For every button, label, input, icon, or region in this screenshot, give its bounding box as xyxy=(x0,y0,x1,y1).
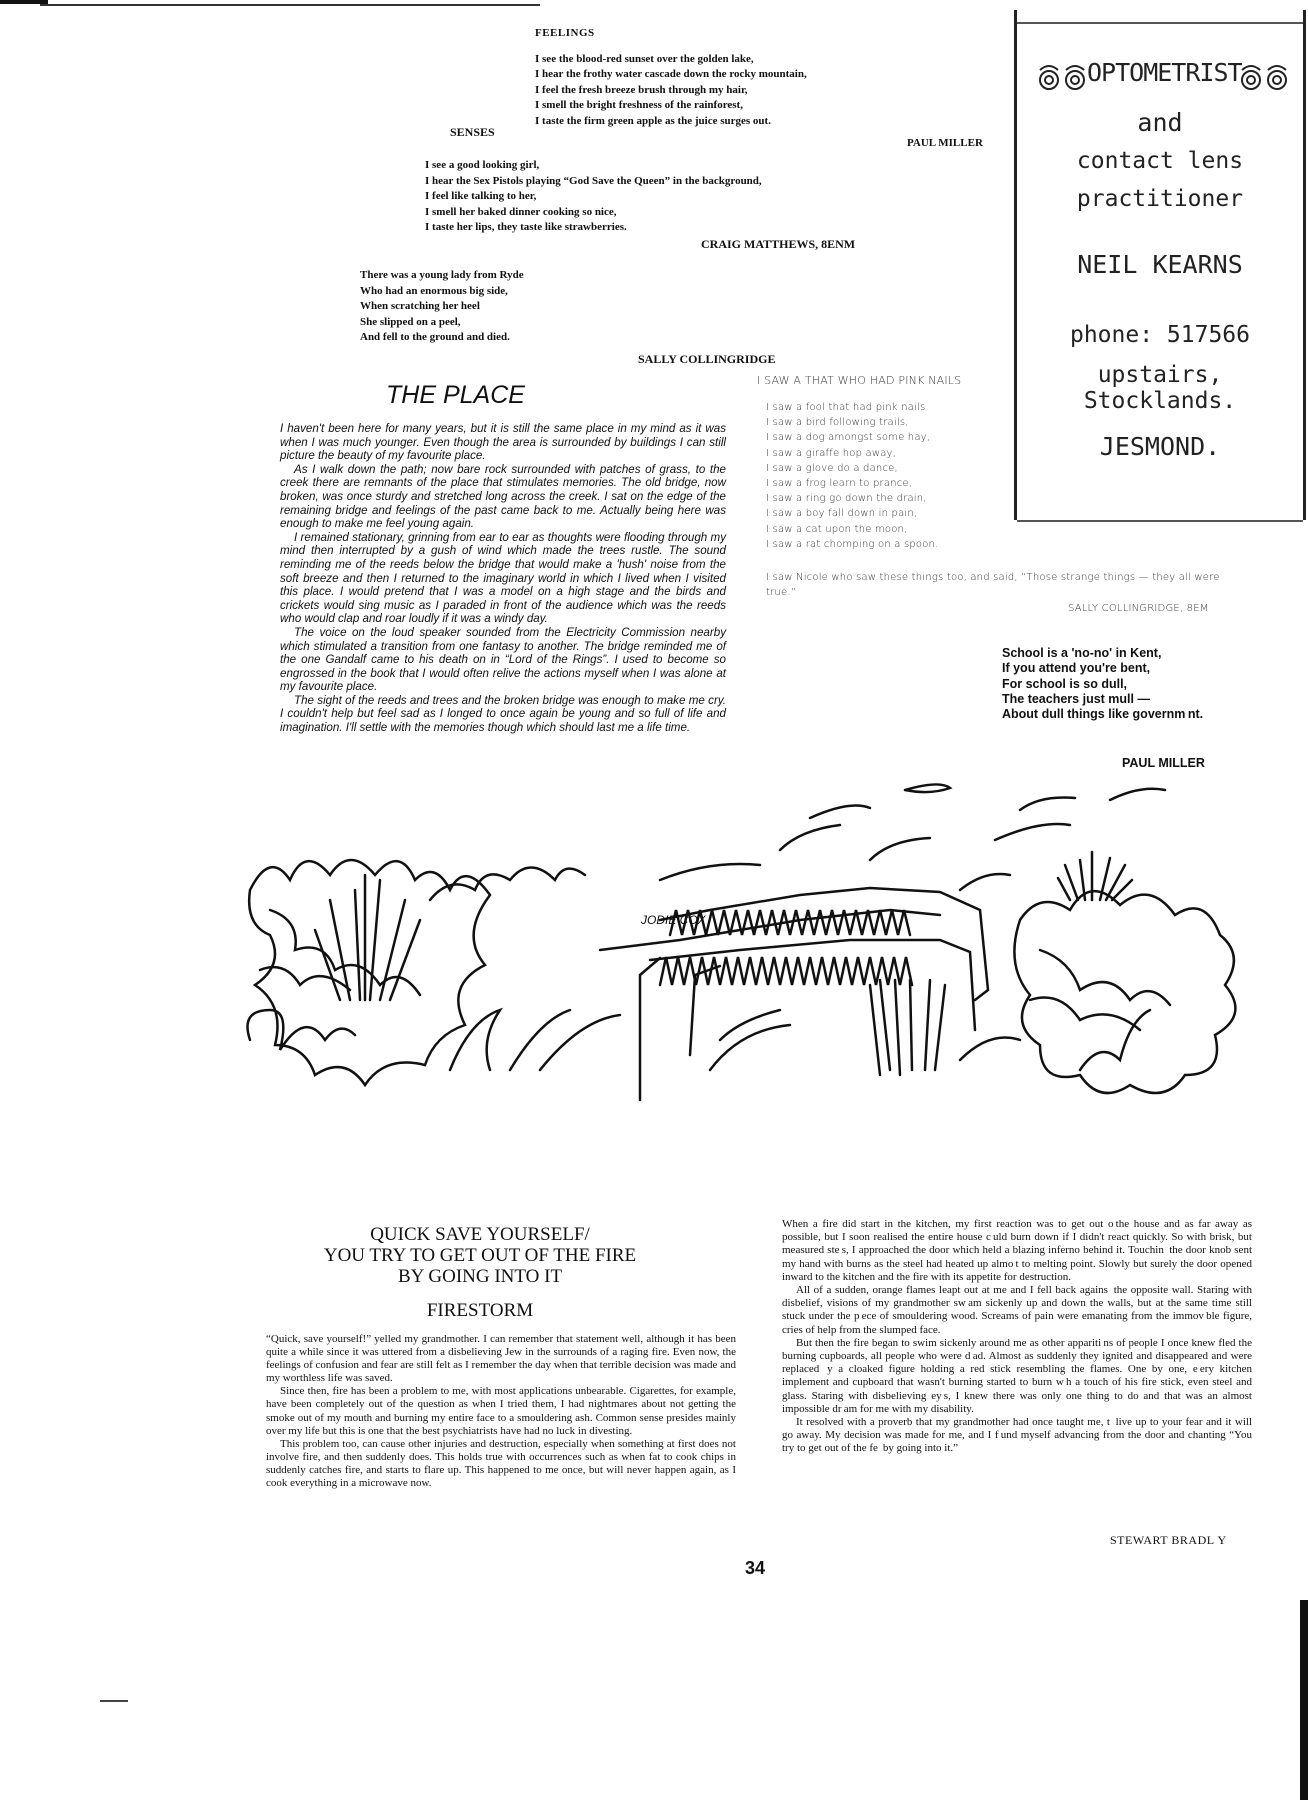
pink-nails-author: SALLY COLLINGRIDGE, 8EM xyxy=(1068,603,1209,614)
firestorm-title: FIRESTORM xyxy=(426,1300,534,1321)
pink-nails-line: I saw a boy fall down in pain, xyxy=(766,508,918,520)
limerick-line: There was a young lady from Ryde xyxy=(360,269,524,281)
the-place-title: THE PLACE xyxy=(386,381,525,409)
firestorm-headline-line: YOU TRY TO GET OUT OF THE FIRE xyxy=(323,1245,637,1266)
firestorm-headline-line: QUICK SAVE YOURSELF/ xyxy=(370,1224,590,1245)
feelings-line: I feel the fresh breeze brush through my hair, xyxy=(535,83,748,96)
pink-nails-line: I saw a fool that had pink nails xyxy=(766,402,926,413)
senses-line: I taste her lips, they taste like strawberries. xyxy=(425,221,627,233)
ad-contact-lens: contact lens xyxy=(1076,148,1244,174)
school-poem xyxy=(1002,646,1203,722)
eye-ornament-right-icon xyxy=(1239,62,1291,92)
firestorm-left-column xyxy=(266,1333,736,1490)
top-rule-dash xyxy=(0,0,48,4)
senses-author: CRAIG MATTHEWS, 8ENM xyxy=(701,237,856,251)
firestorm-headline xyxy=(280,1224,680,1287)
top-rule xyxy=(40,4,540,6)
feelings-line: I see the blood-red sunset over the golden lake, xyxy=(535,52,754,65)
pink-nails-line: I saw a rat chomping on a spoon. xyxy=(766,538,939,550)
senses-line: I hear the Sex Pistols playing “God Save the Queen” in the background, xyxy=(425,174,762,187)
eye-ornament-left-icon xyxy=(1037,62,1089,92)
the-place-paragraph: The sight of the reeds and trees and the broken bridge was enough to make me cry. I couldn't help but feel sad as I longed to once again be young and so full of life and imagination. I'll settle with the memories though which should last me a life time. xyxy=(280,693,726,735)
the-place-paragraph: As I walk down the path; now bare rock surrounded with patches of grass, to the creek there are remnants of the place that stimulates memories. The old bridge, now broken, was once sturdy and stretched long across the creek. I sat on the edge of the remaining bridge and feelings of the past came back to me. Actually being here was enough to make me feel young again. xyxy=(280,462,726,531)
pink-nails-line: I saw a dog amongst some hay, xyxy=(766,432,931,444)
firestorm-paragraph: “Quick, save yourself!” yelled my grandmother. I can remember that statement well, although it has been quite a while since it was uttered from a disbelieving Jew in the surrounds of a raging fire. Even now, the feelings of confusion and fear are still felt as I remember the day when that terrible decision was made and my worthless life was saved. xyxy=(266,1333,736,1385)
limerick-line: She slipped on a peel, xyxy=(360,315,461,328)
senses-line: I see a good looking girl, xyxy=(425,159,540,171)
pink-nails-line: I saw a frog learn to prance, xyxy=(766,478,913,490)
feelings-title: FEELINGS xyxy=(535,27,595,39)
firestorm-paragraph: All of a sudden, orange flames leapt out at me and I fell back agains the opposite wall. Staring with disbelief, visions of my grandmother sw am sickenly up and down the walls, but at the same time still stuck under the p ece of smouldering wood. Screams of pain were emanating from the immov ble figure, cries of help from the slumped face. xyxy=(782,1284,1252,1336)
ad-and: and xyxy=(1137,108,1183,137)
firestorm-author: STEWART BRADL Y xyxy=(1110,1533,1227,1547)
senses-title: SENSES xyxy=(450,125,495,139)
ad-address: upstairs, Stocklands. xyxy=(1083,362,1237,414)
ad-heading: OPTOMETRIST xyxy=(1087,58,1242,87)
school-line: About dull things like governm nt. xyxy=(1002,707,1204,722)
margin-mark xyxy=(100,1700,128,1702)
the-place-paragraph: I remained stationary, grinning from ear to ear as thoughts were flooding through my mind then interrupted by a gush of wind which made the trees rustle. The sound reminding me of the reeds below the bridge that would make a 'hush' noise from the soft breeze and then I returned to the imaginary world in which I lived when I visited this place. I would pretend that I was a model on a high stage and the birds and crickets would sing music as I paraded in front of the audience which was the reeds who would clap and roar loudly if it was a windy day. xyxy=(280,530,726,626)
firestorm-paragraph: But then the fire began to swim sickenly around me as other appariti ns of people I once knew fled the burning cupboards, all people who were d ad. Almost as suddenly they ignited and disappeared and were replaced y a cloaked figure holding a red stick resembling the flames. One by one, e ery kitchen implement and cupboard that wasn't burning started to burn w h a touch of his fire stick, even steel and glass. Staring with disbelieving ey s, I knew there was only one thing to do and that was an almost impossible dr am for me with my disability. xyxy=(782,1336,1252,1415)
pink-nails-line: I saw a bird following trails, xyxy=(766,417,909,429)
firestorm-paragraph: When a fire did start in the kitchen, my first reaction was to get out o the house and as far away as possible, but I soon realised the entire house c uld burn down if I didn't react quickly. So with brisk, but measured ste s, I approached the door which held a blazing inferno behind it. Touchin the door knob sent my hand with burns as the steel had heated up almo t to melting point. Slowly but surely the door opened inward to the kitchen and the fire with its appetite for destruction. xyxy=(782,1218,1252,1283)
firestorm-paragraph: It resolved with a proverb that my grandmother had once taught me, t live up to your fear and it will go away. My decision was made for me, and I f und myself advancing from the door and chanting “You try to get out of the fe by going into it.” xyxy=(782,1416,1252,1455)
ad-corner-top xyxy=(1017,22,1303,24)
the-place-paragraph: I haven't been here for many years, but it is still the same place in my mind as it was when I was much younger. Even though the area is surrounded by buildings I can still picture the beauty of my favourite place. xyxy=(280,422,726,463)
ad-corner-bottom xyxy=(1017,520,1303,522)
pink-nails-poem xyxy=(766,400,938,552)
school-line: For school is so dull, xyxy=(1002,676,1128,691)
feelings-line: I hear the frothy water cascade down the rocky mountain, xyxy=(535,68,807,80)
the-place-body xyxy=(280,422,726,735)
school-line: School is a 'no-no' in Kent, xyxy=(1002,646,1162,660)
senses-line: I feel like talking to her, xyxy=(425,190,537,202)
firestorm-headline-line: BY GOING INTO IT xyxy=(397,1266,563,1287)
ad-practitioner: practitioner xyxy=(1076,186,1244,212)
bridge-drawing xyxy=(240,770,1260,1220)
pink-nails-line: I saw a giraffe hop away, xyxy=(766,447,897,459)
feelings-poem xyxy=(535,26,807,129)
limerick-line: When scratching her heel xyxy=(360,300,480,312)
pink-nails-title: I SAW A THAT WHO HAD PINK NAILS xyxy=(757,374,962,387)
optometrist-ad xyxy=(1014,10,1306,520)
pink-nails-line: I saw a glove do a dance, xyxy=(766,462,898,474)
the-place-paragraph: The voice on the loud speaker sounded from the Electricity Commission nearby which stimulated a transition from one fantasy to another. The bridge reminded me of the one Gandalf came to his death on in “Lord of the Rings”. I used to become so engrossed in the book that I would often relive the actions myself when I was alone at my favourite place. xyxy=(280,625,726,694)
limerick-line: Who had an enormous big side, xyxy=(360,284,508,297)
the-place-author: JODIE COX xyxy=(641,913,706,927)
ad-suburb: JESMOND. xyxy=(1099,432,1221,461)
page-number: 34 xyxy=(745,1558,766,1578)
firestorm-paragraph: Since then, fire has been a problem to me, with most applications unbearable. Cigarettes, for example, have been completely out of the question as when I tried them, I had nightmares about not getting the smoke out of my mouth and burning my entire face to a smouldering ash. Common sense presides mainly over my life but this is one that the best psychiatrists have had no luck in divesting. xyxy=(266,1385,736,1437)
right-edge-bar xyxy=(1300,1600,1308,1800)
ad-name: NEIL KEARNS xyxy=(1077,250,1243,279)
ad-phone: phone: 517566 xyxy=(1069,322,1250,348)
school-line: If you attend you're bent, xyxy=(1002,661,1151,676)
pink-nails-line: I saw a ring go down the drain, xyxy=(766,493,927,505)
pink-nails-line: I saw a cat upon the moon, xyxy=(766,523,908,535)
school-line: The teachers just mull — xyxy=(1002,691,1150,706)
school-author: PAUL MILLER xyxy=(1122,756,1205,770)
senses-poem xyxy=(425,158,762,236)
senses-line: I smell her baked dinner cooking so nice, xyxy=(425,205,617,218)
firestorm-paragraph: This problem too, can cause other injuries and destruction, especially when something at first does not involve fire, and then suddenly does. This holds true with occurrences such as when fat to cook chips in suddenly catches fire, and starts to flare up. This happened to me once, but will never happen again, as I cook everything in a microwave now. xyxy=(266,1437,736,1490)
limerick-line: And fell to the ground and died. xyxy=(360,331,510,343)
feelings-line: I taste the firm green apple as the juice surges out. xyxy=(535,114,771,127)
feelings-author: PAUL MILLER xyxy=(907,137,983,149)
feelings-line: I smell the bright freshness of the rainforest, xyxy=(535,99,743,111)
limerick-author: SALLY COLLINGRIDGE xyxy=(638,352,776,366)
pink-nails-closing: I saw Nicole who saw these things too, and said, “Those strange things — they all were true.” xyxy=(766,572,1220,598)
limerick-poem xyxy=(360,268,524,346)
firestorm-right-column xyxy=(782,1218,1252,1456)
